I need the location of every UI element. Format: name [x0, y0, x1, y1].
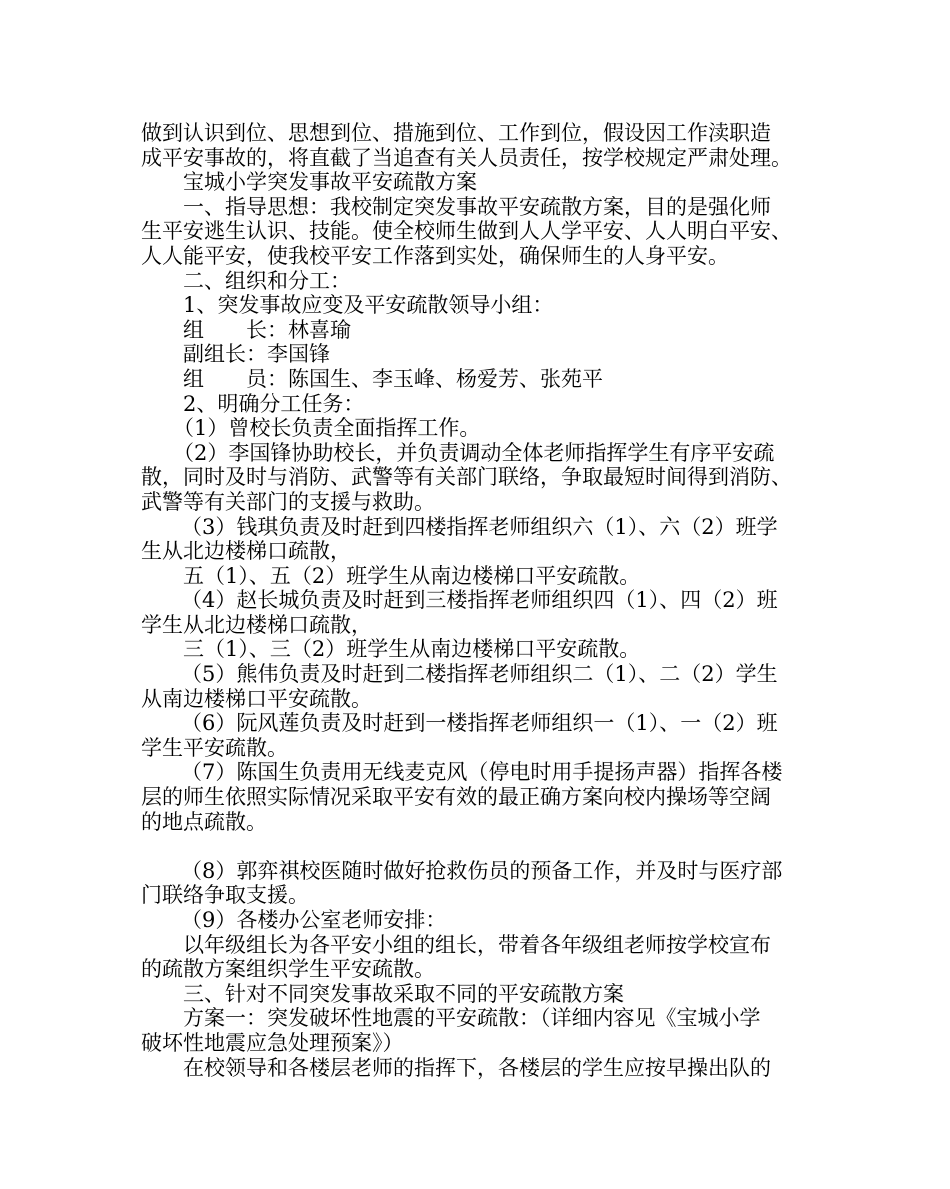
document-body [141, 121, 821, 1080]
text-line: 门联络争取支援。 [141, 883, 309, 908]
text-line: （1）曾校长负责全面指挥工作。 [173, 416, 481, 441]
section-heading: 一、指导思想：我校制定突发事故平安疏散方案，目的是强化师 [183, 194, 771, 219]
text-line: 三（1）、三（2）班学生从南边楼梯口平安疏散。 [183, 637, 641, 662]
text-line: 组 长：林喜瑜 [183, 317, 351, 342]
text-line: 以年级组长为各平安小组的组长，带着各年级组老师按学校宣布 [183, 932, 771, 957]
text-line: 做到认识到位、思想到位、措施到位、工作到位，假设因工作渎职造 [141, 121, 771, 145]
section-heading: 三、针对不同突发事故采取不同的平安疏散方案 [183, 981, 624, 1006]
text-line: 学生从北边楼梯口疏散， [141, 612, 372, 637]
text-line: 破坏性地震应急处理预案》） [141, 1030, 404, 1055]
text-line: （7）陈国生负责用无线麦克风（停电时用手提扬声器）指挥各楼 [181, 760, 783, 785]
text-line: 五（1）、五（2）班学生从南边楼梯口平安疏散。 [183, 563, 641, 588]
text-line: （8）郭弈祺校医随时做好抢救伤员的预备工作，并及时与医疗部 [181, 858, 783, 883]
text-line: 从南边楼梯口平安疏散。 [141, 686, 372, 711]
plan-title: 宝城小学突发事故平安疏散方案 [183, 170, 477, 195]
blank-line [141, 834, 821, 859]
text-line: （5）熊伟负责及时赶到二楼指挥老师组织二（1）、二（2）学生 [181, 662, 778, 687]
text-line: （9）各楼办公室老师安排： [181, 908, 447, 932]
text-line: 在校领导和各楼层老师的指挥下，各楼层的学生应按早操出队的 [183, 1055, 771, 1080]
text-line: （2）李国锋协助校长，并负责调动全体老师指挥学生有序平安疏 [173, 440, 775, 465]
text-line: 的疏散方案组织学生平安疏散。 [141, 957, 435, 982]
text-line: 生从北边楼梯口疏散， [141, 539, 351, 564]
text-line: 2、明确分工任务： [183, 391, 365, 416]
text-line: 学生平安疏散。 [141, 735, 288, 760]
text-line: 的地点疏散。 [141, 809, 267, 834]
text-line: 1、突发事故应变及平安疏散领导小组： [183, 293, 554, 318]
text-line: （3）钱琪负责及时赶到四楼指挥老师组织六（1）、六（2）班学 [181, 514, 778, 539]
section-heading: 二、组织和分工： [183, 268, 351, 293]
text-line: 武警等有关部门的支援与救助。 [141, 489, 435, 514]
text-line: 生平安逃生认识、技能。使全校师生做到人人学平安、人人明白平安、 [141, 219, 792, 244]
text-line: （6）阮风莲负责及时赶到一楼指挥老师组织一（1）、一（2）班 [181, 711, 778, 736]
text-line: 成平安事故的，将直截了当追查有关人员责任，按学校规定严肃处理。 [141, 145, 792, 170]
text-line: 副组长：李国锋 [183, 342, 330, 367]
text-line: 层的师生依照实际情况采取平安有效的最正确方案向校内操场等空阔 [141, 785, 771, 810]
text-line: 散，同时及时与消防、武警等有关部门联络，争取最短时间得到消防、 [141, 465, 792, 490]
text-line: 方案一：突发破坏性地震的平安疏散：（详细内容见《宝城小学 [183, 1006, 761, 1031]
text-line: 人人能平安，使我校平安工作落到实处，确保师生的人身平安。 [141, 243, 729, 268]
text-line: 组 员：陈国生、李玉峰、杨爱芳、张苑平 [183, 366, 603, 391]
text-line: （4）赵长城负责及时赶到三楼指挥老师组织四（1）、四（2）班 [181, 588, 778, 613]
